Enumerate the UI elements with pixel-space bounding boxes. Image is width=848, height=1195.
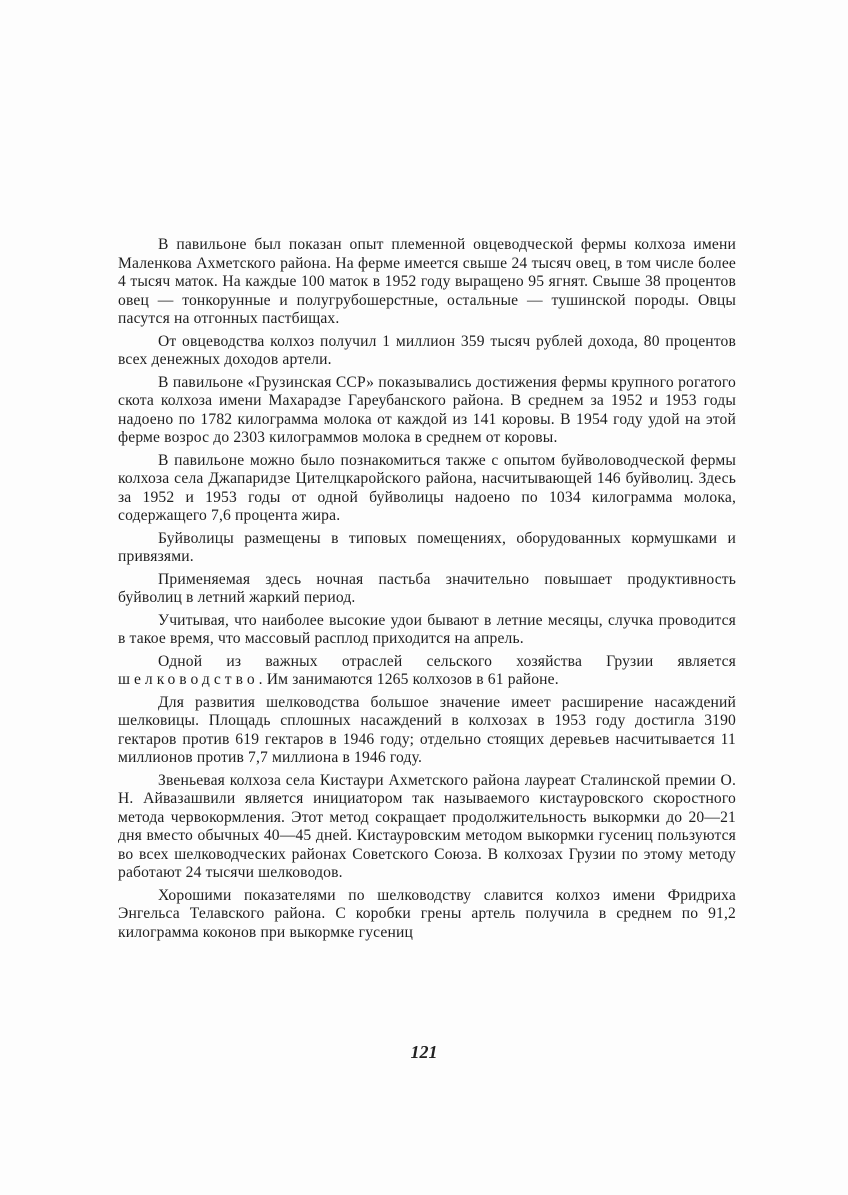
- paragraph-silk-intro: [118, 653, 736, 690]
- page-number: 121: [410, 1042, 438, 1062]
- paragraph-buffalo-farm: В павильоне можно было познакомиться также с опытом буйволоводческой фермы колхоза села Джапаридзе Цителцкаройского района, насчитывающей 146 буйволиц. Здесь за 1952 и 1953 годы от одной буйволицы надоено по 1034 килограмма молока, содержащего 7,6 процента жира.: [118, 451, 736, 524]
- body-text: [118, 236, 736, 946]
- paragraph-mulberry: Для развития шелководства большое значение имеет расширение насаждений шелковицы. Площадь сплошных насаждений в колхозах в 1953 году достигла 3190 гектаров против 619 гектаров в 1946 году; отдельно стоящих деревьев насчитывается 11 миллионов против 7,7 миллиона в 1946 году.: [118, 693, 736, 766]
- paragraph-sheep-farm: В павильоне был показан опыт племенной овцеводческой фермы колхоза имени Маленкова Ахметского района. На ферме имеется свыше 24 тысяч овец, в том числе более 4 тысяч маток. На каждые 100 маток в 1952 году выращено 95 ягнят. Свыше 38 процентов овец — тонкорунные и полугрубошерстные, остальные — тушинской породы. Овцы пасутся на отгонных пастбищах.: [118, 236, 736, 327]
- paragraph-buffalo-housing: Буйволицы размещены в типовых помещениях, оборудованных кормушками и привязями.: [118, 529, 736, 565]
- silk-spaced-word: шелководство: [118, 671, 259, 688]
- paragraph-sheep-income: От овцеводства колхоз получил 1 миллион 359 тысяч рублей дохода, 80 процентов всех денежных доходов артели.: [118, 332, 736, 368]
- silk-intro-after: . Им занимаются 1265 колхозов в 61 районе.: [258, 671, 559, 688]
- paragraph-breeding-season: Учитывая, что наиболее высокие удои бывают в летние месяцы, случка проводится в такое время, что массовый расплод приходится на апрель.: [118, 611, 736, 647]
- paragraph-kistauri-method: Звеньевая колхоза села Кистаури Ахметского района лауреат Сталинской премии О. Н. Айвазашвили является инициатором так называемого кистауровского скоростного метода червокормления. Этот метод сокращает продолжительность выкормки до 20—21 дня вместо обычных 40—45 дней. Кистауровским методом выкормки гусениц пользуются во всех шелководческих районах Советского Союза. В колхозах Грузии по этому методу работают 24 тысячи шелководов.: [118, 771, 736, 881]
- paragraph-engels-kolkhoz: Хорошими показателями по шелководству славится колхоз имени Фридриха Энгельса Телавского района. С коробки грены артель получила в среднем по 91,2 килограмма коконов при выкормке гусениц: [118, 886, 736, 941]
- paragraph-night-grazing: Применяемая здесь ночная пастьба значительно повышает продуктивность буйволиц в летний жаркий период.: [118, 570, 736, 606]
- silk-intro-before: Одной из важных отраслей сельского хозяйства Грузии является: [158, 652, 736, 670]
- paragraph-cattle-farm: В павильоне «Грузинская ССР» показывались достижения фермы крупного рогатого скота колхоза имени Махарадзе Гареубанского района. В среднем за 1952 и 1953 годы надоено по 1782 килограмма молока от каждой из 141 коровы. В 1954 году удой на этой ферме возрос до 2303 килограммов молока в среднем от коровы.: [118, 373, 736, 446]
